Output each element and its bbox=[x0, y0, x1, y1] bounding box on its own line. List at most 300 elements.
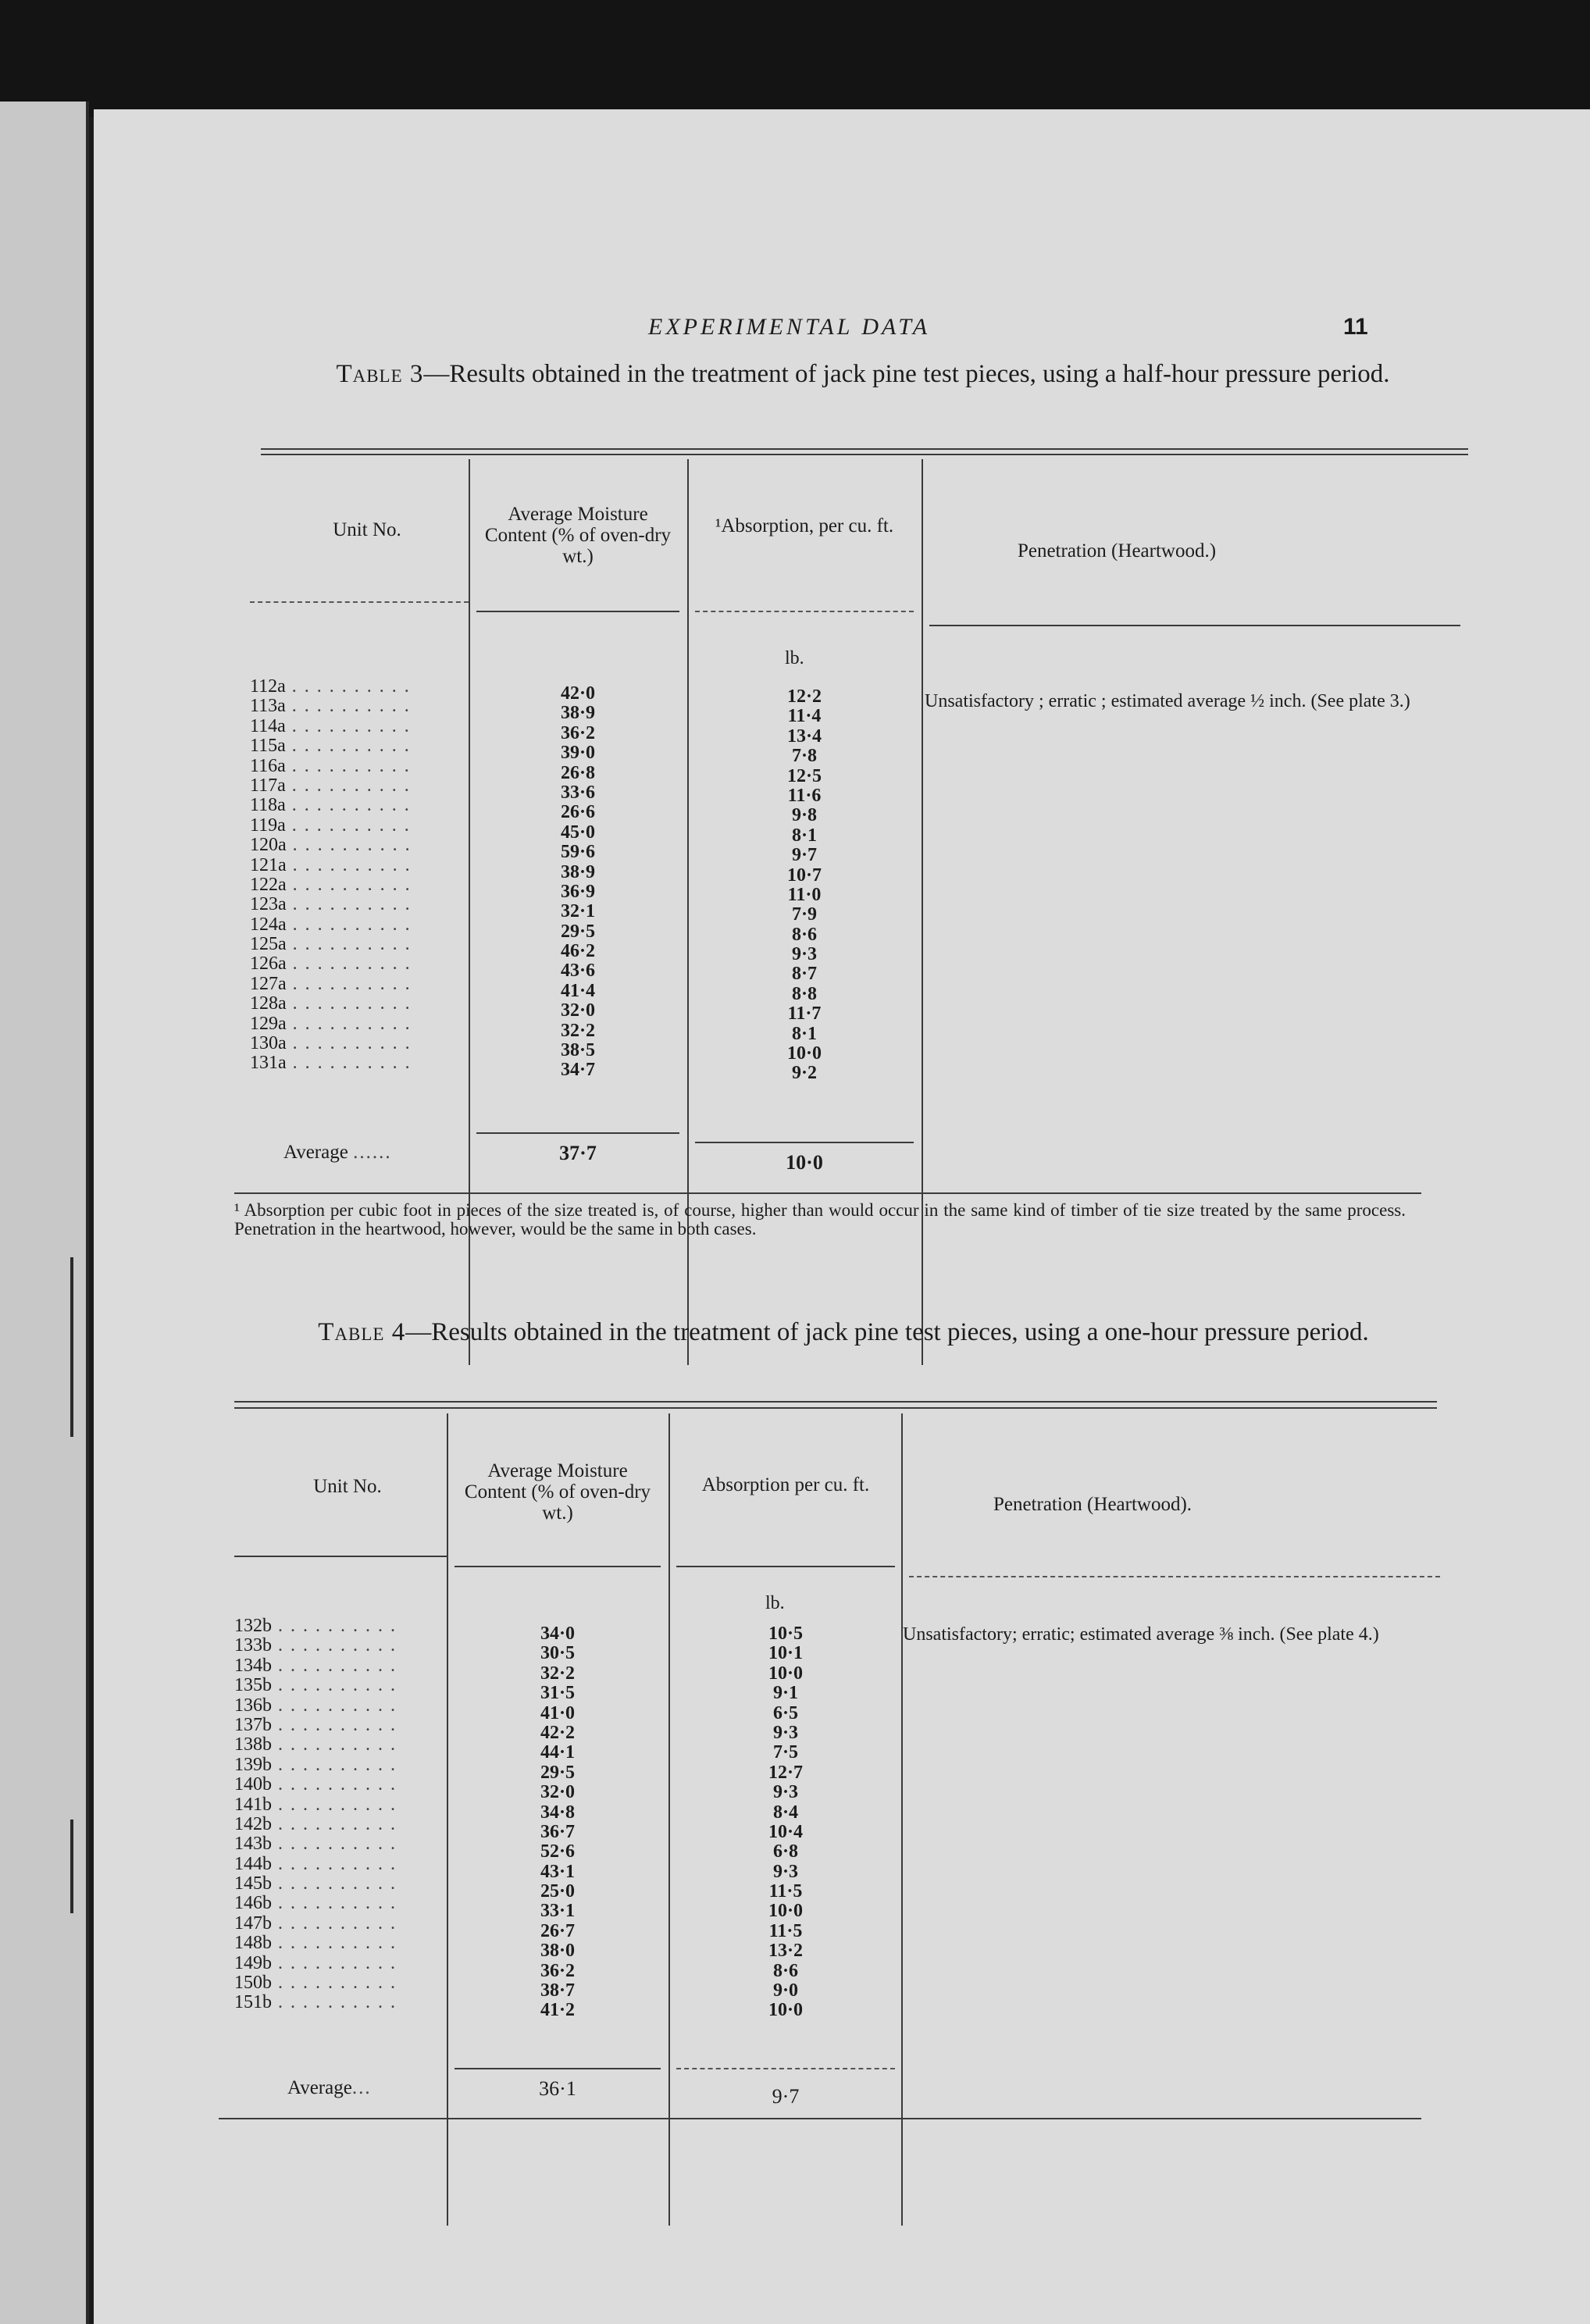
leader-dots: . . . . . . . . . . bbox=[285, 696, 411, 717]
table-row bbox=[695, 985, 914, 1004]
table-row bbox=[676, 1941, 895, 1961]
table3.units-cell: 114a bbox=[250, 715, 286, 736]
table4-absorption-unit: lb. bbox=[765, 1593, 785, 1613]
table-row bbox=[695, 826, 914, 846]
table4-absorption-list bbox=[676, 1624, 895, 2021]
table4-caption bbox=[234, 1316, 1453, 1349]
table-row bbox=[676, 1664, 895, 1684]
table-row bbox=[250, 796, 469, 815]
table3.moisture-cell: 38·5 bbox=[560, 1040, 595, 1061]
table3.moisture-cell: 26·6 bbox=[560, 802, 595, 823]
table-row bbox=[676, 1842, 895, 1862]
table-row bbox=[676, 1862, 895, 1882]
table-row bbox=[476, 1001, 679, 1021]
table3-header-unit: Unit No. bbox=[333, 519, 401, 540]
table3.units-cell: 121a bbox=[250, 854, 287, 875]
table-row bbox=[676, 1803, 895, 1823]
table3.absorption-cell: 12·2 bbox=[786, 686, 822, 707]
table3.moisture-cell: 41·4 bbox=[560, 980, 595, 1001]
table-row bbox=[250, 776, 469, 796]
table-row bbox=[695, 846, 914, 865]
table3.units-cell: 131a bbox=[250, 1053, 287, 1074]
table4.units-cell: 136b bbox=[234, 1695, 272, 1716]
table-row bbox=[455, 1664, 661, 1684]
table4.moisture-cell: 34·0 bbox=[540, 1624, 575, 1644]
table3.units-cell: 126a bbox=[250, 953, 287, 975]
table3-average-label-text: Average bbox=[283, 1142, 348, 1163]
table-row bbox=[476, 823, 679, 843]
leader-dots: . . . . . . . . . . bbox=[286, 1013, 412, 1034]
table-row bbox=[250, 1034, 469, 1053]
leader-dots: . . . . . . . . . . bbox=[272, 1873, 397, 1894]
table3-total-rule bbox=[476, 1132, 679, 1134]
facing-page-edge bbox=[0, 102, 89, 2324]
table4-col-divider bbox=[901, 1413, 903, 2226]
table-row bbox=[676, 1743, 895, 1763]
leader-dots: . . . . . . . . . . bbox=[272, 1655, 397, 1676]
table-row bbox=[476, 704, 679, 723]
table-row bbox=[676, 1783, 895, 1802]
table3.absorption-cell: 11·7 bbox=[787, 1003, 822, 1025]
table-row bbox=[234, 1874, 447, 1894]
table4.moisture-cell: 44·1 bbox=[540, 1742, 575, 1763]
table-row bbox=[455, 1644, 661, 1663]
table3.moisture-cell: 43·6 bbox=[560, 961, 595, 982]
table-row bbox=[455, 1624, 661, 1644]
table3.moisture-cell: 32·1 bbox=[560, 901, 595, 922]
table3.moisture-cell: 38·9 bbox=[560, 861, 595, 882]
table-row bbox=[455, 1704, 661, 1723]
table-row bbox=[695, 1025, 914, 1044]
table4.units-cell: 146b bbox=[234, 1893, 272, 1914]
table3.units-cell: 113a bbox=[250, 696, 286, 717]
table4-average-label-text: Average bbox=[287, 2077, 352, 2098]
table3.units-cell: 128a bbox=[250, 993, 287, 1014]
table3.units-cell: 130a bbox=[250, 1033, 287, 1054]
leader-dots: . . . . . . . . . . bbox=[272, 1616, 397, 1636]
leader-dots: . . . . . . . . . . bbox=[272, 1813, 397, 1834]
table3.units-cell: 115a bbox=[250, 736, 286, 757]
table4.units-cell: 144b bbox=[234, 1853, 272, 1874]
table-row bbox=[695, 925, 914, 945]
table-row bbox=[234, 1636, 447, 1656]
table-row bbox=[676, 1902, 895, 1921]
table3-top-rule-double bbox=[261, 454, 1468, 455]
table4-top-rule bbox=[234, 1401, 1437, 1403]
table3-caption-text: —Results obtained in the treatment of jack pine test pieces, using a half-hour pressure period. bbox=[423, 360, 1390, 388]
leader-dots: . . . . . . . . . . bbox=[285, 814, 411, 836]
table4.absorption-cell: 9·3 bbox=[772, 1782, 798, 1803]
table3.absorption-cell: 9·2 bbox=[791, 1063, 817, 1084]
table3.units-cell: 124a bbox=[250, 914, 287, 935]
table4.absorption-cell: 10·1 bbox=[768, 1643, 803, 1664]
table3.units-cell: 123a bbox=[250, 894, 287, 915]
page-header bbox=[94, 314, 1590, 345]
table-row bbox=[676, 1962, 895, 1981]
table-row bbox=[476, 783, 679, 803]
table-row bbox=[476, 961, 679, 981]
table-row bbox=[476, 843, 679, 862]
table3.moisture-cell: 46·2 bbox=[560, 941, 595, 962]
leader-dots: . . . . . . . . . . bbox=[272, 1912, 397, 1934]
table3-footnote: ¹ Absorption per cubic foot in pieces of the size treated is, of course, higher than would occur in the same kind of timber of tie size treated by the same process. Penetration in the heartwood, however, would be the same in both cases. bbox=[234, 1200, 1406, 1239]
table-row bbox=[455, 1723, 661, 1743]
table-row bbox=[455, 1842, 661, 1862]
table-row bbox=[476, 982, 679, 1001]
leader-dots: . . . . . . . . . . bbox=[272, 1734, 397, 1755]
table3.absorption-cell: 9·8 bbox=[791, 805, 817, 826]
table4.absorption-cell: 7·5 bbox=[772, 1742, 798, 1763]
leader-dots: . . . . . . . . . . bbox=[285, 715, 411, 736]
table4.moisture-cell: 36·7 bbox=[540, 1821, 575, 1842]
table4.units-cell: 137b bbox=[234, 1714, 272, 1735]
table4.moisture-cell: 38·0 bbox=[540, 1941, 575, 1962]
table4.moisture-cell: 32·0 bbox=[540, 1782, 575, 1803]
table4.moisture-cell: 25·0 bbox=[540, 1881, 575, 1902]
table-row bbox=[695, 707, 914, 726]
table4.moisture-cell: 33·1 bbox=[540, 1901, 575, 1922]
table-row bbox=[455, 1743, 661, 1763]
table-row bbox=[234, 1616, 447, 1636]
table3.units-cell: 120a bbox=[250, 835, 287, 856]
table4.units-cell: 133b bbox=[234, 1635, 272, 1656]
table-row bbox=[250, 935, 469, 954]
table-row bbox=[250, 954, 469, 974]
table-row bbox=[250, 875, 469, 895]
table3.absorption-cell: 11·6 bbox=[787, 785, 822, 806]
table3.units-cell: 127a bbox=[250, 973, 287, 994]
table-row bbox=[676, 1644, 895, 1663]
table3-header-rule bbox=[929, 625, 1460, 626]
table-row bbox=[234, 1954, 447, 1973]
table4.units-cell: 139b bbox=[234, 1754, 272, 1775]
table-row bbox=[250, 915, 469, 935]
table3.moisture-cell: 36·2 bbox=[560, 722, 595, 743]
table4-header-rule bbox=[676, 1566, 895, 1567]
table-row bbox=[455, 1783, 661, 1802]
table4.absorption-cell: 6·5 bbox=[772, 1702, 798, 1723]
table3.absorption-cell: 9·3 bbox=[791, 944, 817, 965]
table4-header-rule bbox=[234, 1556, 447, 1557]
table4.absorption-cell: 12·7 bbox=[768, 1762, 803, 1783]
table4.absorption-cell: 11·5 bbox=[768, 1920, 803, 1941]
table4.units-cell: 140b bbox=[234, 1774, 272, 1795]
table3.units-cell: 118a bbox=[250, 795, 286, 816]
table-row bbox=[250, 816, 469, 836]
table-row bbox=[476, 1060, 679, 1080]
table3.absorption-cell: 13·4 bbox=[786, 725, 822, 747]
table4.moisture-cell: 36·2 bbox=[540, 1960, 575, 1981]
table3.absorption-cell: 10·7 bbox=[786, 864, 822, 886]
table4.units-cell: 142b bbox=[234, 1813, 272, 1834]
table4.absorption-cell: 9·0 bbox=[772, 1980, 798, 2001]
leader-dots: . . . . . . . . . . bbox=[286, 953, 412, 975]
table-row bbox=[476, 882, 679, 902]
leader-dots: . . . . . . . . . . bbox=[272, 1695, 397, 1716]
leader-dots: . . . . . . . . . . bbox=[286, 854, 412, 875]
table-row bbox=[234, 1735, 447, 1755]
table3.absorption-cell: 8·1 bbox=[791, 825, 817, 846]
table4-average-absorption: 9·7 bbox=[772, 2085, 800, 2108]
table4.absorption-cell: 10·5 bbox=[768, 1624, 803, 1644]
table3.units-cell: 112a bbox=[250, 676, 286, 697]
leader-dots: . . . . . . . . . . bbox=[272, 1853, 397, 1874]
table-row bbox=[676, 1684, 895, 1703]
table-row bbox=[455, 1941, 661, 1961]
table4-caption-text: —Results obtained in the treatment of jack pine test pieces, using a one-hour pressure period. bbox=[405, 1318, 1369, 1346]
table4.absorption-cell: 10·0 bbox=[768, 1663, 803, 1684]
table4-header-penetration: Penetration (Heartwood). bbox=[993, 1494, 1192, 1515]
leader-dots: . . . . . . . . . . bbox=[272, 1893, 397, 1914]
table3-average-label: Average ...... bbox=[283, 1142, 392, 1163]
table4.moisture-cell: 30·5 bbox=[540, 1643, 575, 1664]
table3.units-cell: 116a bbox=[250, 755, 286, 776]
table3.moisture-cell: 42·0 bbox=[560, 683, 595, 704]
table3.moisture-cell: 39·0 bbox=[560, 743, 595, 764]
table-row bbox=[455, 1684, 661, 1703]
table4-header-moisture: Average Moisture Content (% of oven-dry wt.) bbox=[464, 1460, 651, 1524]
table3.absorption-cell: 7·9 bbox=[791, 904, 817, 925]
table4-caption-lead: Table 4 bbox=[318, 1318, 406, 1346]
leader-dots: . . . . . . . . . . bbox=[286, 1053, 412, 1074]
running-head: EXPERIMENTAL DATA bbox=[648, 314, 931, 340]
table4.moisture-cell: 41·2 bbox=[540, 2000, 575, 2021]
table-row bbox=[455, 1803, 661, 1823]
table-row bbox=[695, 964, 914, 984]
table3.absorption-cell: 7·8 bbox=[791, 746, 817, 767]
table3.moisture-cell: 33·6 bbox=[560, 782, 595, 803]
page-number: 11 bbox=[1343, 314, 1368, 340]
leader-dots: . . . . . . . . . . bbox=[286, 934, 412, 955]
table4-header-rule bbox=[909, 1576, 1440, 1577]
table3-unit-list bbox=[250, 677, 469, 1074]
table4.units-cell: 145b bbox=[234, 1873, 272, 1894]
leader-dots: . . . . . . . . . . bbox=[286, 973, 412, 994]
leader-dots: . . . . . . . . . . bbox=[272, 1635, 397, 1656]
table4.units-cell: 141b bbox=[234, 1794, 272, 1815]
table4.units-cell: 148b bbox=[234, 1933, 272, 1954]
table-row bbox=[250, 975, 469, 994]
scan-background-top bbox=[0, 0, 1590, 117]
table4.moisture-cell: 29·5 bbox=[540, 1762, 575, 1783]
table3.moisture-cell: 59·6 bbox=[560, 842, 595, 863]
table4-average-moisture: 36·1 bbox=[539, 2077, 576, 2100]
table-row bbox=[234, 1914, 447, 1934]
table3-absorption-list bbox=[695, 687, 914, 1084]
table4.units-cell: 134b bbox=[234, 1655, 272, 1676]
table4.units-cell: 143b bbox=[234, 1834, 272, 1855]
table-row bbox=[234, 1716, 447, 1735]
table4.moisture-cell: 38·7 bbox=[540, 1980, 575, 2001]
table3-header-rule bbox=[695, 611, 914, 612]
table-row bbox=[234, 1755, 447, 1775]
table4.moisture-cell: 43·1 bbox=[540, 1861, 575, 1882]
table4.absorption-cell: 9·1 bbox=[772, 1683, 798, 1704]
table3.moisture-cell: 29·5 bbox=[560, 921, 595, 942]
table-row bbox=[455, 1823, 661, 1842]
table3.units-cell: 129a bbox=[250, 1013, 287, 1034]
table4.units-cell: 132b bbox=[234, 1616, 272, 1636]
table-row bbox=[234, 1696, 447, 1716]
table-row bbox=[234, 1855, 447, 1874]
table3.moisture-cell: 26·8 bbox=[560, 762, 595, 783]
leader-dots: . . . . . . . . . . bbox=[286, 914, 412, 935]
leader-dots: . . . . . . . . . . bbox=[272, 1992, 397, 2013]
table-row bbox=[676, 2001, 895, 2020]
table3.absorption-cell: 9·7 bbox=[791, 845, 817, 866]
table-row bbox=[676, 1624, 895, 1644]
table3.absorption-cell: 8·8 bbox=[791, 983, 817, 1004]
table-row bbox=[695, 1064, 914, 1083]
table3-header-rule bbox=[250, 601, 469, 603]
table4.absorption-cell: 10·4 bbox=[768, 1821, 803, 1842]
table3-header-rule bbox=[476, 611, 679, 612]
table-row bbox=[695, 866, 914, 886]
table3-top-rule bbox=[261, 448, 1468, 450]
table-row bbox=[676, 1763, 895, 1783]
leader-dots: . . . . . . . . . . bbox=[286, 835, 412, 856]
leader-dots: . . . . . . . . . . bbox=[272, 1754, 397, 1775]
table3-caption-lead: Table 3 bbox=[336, 360, 424, 388]
table-row bbox=[676, 1922, 895, 1941]
table4-header-unit: Unit No. bbox=[313, 1476, 382, 1497]
table-row bbox=[476, 724, 679, 743]
table-row bbox=[695, 747, 914, 766]
table3-average-moisture: 37·7 bbox=[559, 1142, 597, 1164]
table4.absorption-cell: 8·4 bbox=[772, 1802, 798, 1823]
table4.units-cell: 147b bbox=[234, 1912, 272, 1934]
table-row bbox=[250, 1053, 469, 1073]
table-row bbox=[250, 717, 469, 736]
table-row bbox=[455, 1763, 661, 1783]
table-row bbox=[676, 1723, 895, 1743]
table3.units-cell: 119a bbox=[250, 814, 286, 836]
table4.moisture-cell: 52·6 bbox=[540, 1841, 575, 1862]
table4-moisture-list bbox=[455, 1624, 661, 2021]
table-row bbox=[250, 836, 469, 855]
leader-dots: . . . . . . . . . . bbox=[285, 736, 411, 757]
table-row bbox=[676, 1704, 895, 1723]
table-row bbox=[695, 945, 914, 964]
table-row bbox=[455, 1922, 661, 1941]
table3.units-cell: 117a bbox=[250, 775, 286, 796]
table-row bbox=[250, 677, 469, 697]
table3.moisture-cell: 34·7 bbox=[560, 1060, 595, 1081]
leader-dots: . . . . . . . . . . bbox=[285, 795, 411, 816]
table-row bbox=[234, 1993, 447, 2012]
table4.absorption-cell: 9·3 bbox=[772, 1722, 798, 1743]
table-row bbox=[695, 727, 914, 747]
table-row bbox=[695, 687, 914, 707]
table3-average-absorption: 10·0 bbox=[786, 1151, 823, 1174]
table-row bbox=[476, 684, 679, 704]
table3.absorption-cell: 11·0 bbox=[787, 884, 822, 905]
table-row bbox=[476, 803, 679, 822]
table-row bbox=[234, 1934, 447, 1953]
table3-header-penetration: Penetration (Heartwood.) bbox=[1017, 540, 1217, 561]
table-row bbox=[676, 1981, 895, 2001]
table-row bbox=[695, 1004, 914, 1024]
table3.moisture-cell: 36·9 bbox=[560, 881, 595, 902]
table3.absorption-cell: 12·5 bbox=[786, 765, 822, 786]
table4-bottom-rule bbox=[219, 2118, 1421, 2119]
table4.absorption-cell: 10·0 bbox=[768, 2000, 803, 2021]
table4.units-cell: 149b bbox=[234, 1952, 272, 1973]
leader-dots: . . . . . . . . . . bbox=[272, 1973, 397, 1994]
table4.moisture-cell: 32·2 bbox=[540, 1663, 575, 1684]
table-row bbox=[234, 1834, 447, 1854]
table4-average-label: Average... bbox=[287, 2077, 372, 2098]
table-row bbox=[234, 1973, 447, 1993]
leader-dots: . . . . . . . . . . bbox=[286, 894, 412, 915]
table4.units-cell: 138b bbox=[234, 1734, 272, 1755]
table-row bbox=[476, 1041, 679, 1060]
table-row bbox=[455, 2001, 661, 2020]
table4.absorption-cell: 13·2 bbox=[768, 1941, 803, 1962]
table-row bbox=[455, 1981, 661, 2001]
table3-header-absorption: ¹Absorption, per cu. ft. bbox=[715, 515, 894, 536]
table3.absorption-cell: 8·6 bbox=[791, 924, 817, 945]
table-row bbox=[234, 1656, 447, 1676]
table4-penetration-note: Unsatisfactory; erratic; estimated average ⅜ inch. (See plate 4.) bbox=[903, 1624, 1379, 1645]
table4.units-cell: 151b bbox=[234, 1992, 272, 2013]
table4-unit-list bbox=[234, 1616, 447, 2013]
leader-dots: . . . . . . . . . . bbox=[286, 1033, 412, 1054]
table-row bbox=[250, 757, 469, 776]
table3.units-cell: 122a bbox=[250, 874, 287, 895]
table-row bbox=[250, 895, 469, 914]
leader-dots: . . . . . . . . . . bbox=[272, 1714, 397, 1735]
table-row bbox=[695, 786, 914, 806]
table-row bbox=[250, 697, 469, 716]
table4-top-rule-double bbox=[234, 1407, 1437, 1409]
table3-bottom-rule bbox=[234, 1192, 1421, 1194]
table-row bbox=[234, 1894, 447, 1913]
table-row bbox=[695, 767, 914, 786]
table-row bbox=[455, 1902, 661, 1921]
leader-dots: . . . . . . . . . . bbox=[272, 1794, 397, 1815]
table-row bbox=[476, 1021, 679, 1041]
book-page bbox=[94, 109, 1590, 2324]
table4-header-rule bbox=[455, 1566, 661, 1567]
table-row bbox=[695, 886, 914, 905]
table3.absorption-cell: 8·1 bbox=[791, 1023, 817, 1044]
table4-col-divider bbox=[447, 1413, 448, 2226]
table4.absorption-cell: 10·0 bbox=[768, 1901, 803, 1922]
table-row bbox=[676, 1882, 895, 1902]
table3-total-rule bbox=[695, 1142, 914, 1143]
table3.absorption-cell: 11·4 bbox=[787, 706, 822, 727]
table4.moisture-cell: 26·7 bbox=[540, 1920, 575, 1941]
table4.units-cell: 135b bbox=[234, 1675, 272, 1696]
table4-total-rule bbox=[455, 2068, 661, 2069]
table4-total-rule bbox=[676, 2068, 895, 2069]
table-row bbox=[250, 1014, 469, 1034]
table3.moisture-cell: 32·2 bbox=[560, 1020, 595, 1041]
table-row bbox=[476, 942, 679, 961]
table3-caption bbox=[258, 358, 1468, 390]
facing-page-mark bbox=[70, 1257, 73, 1437]
table-row bbox=[455, 1882, 661, 1902]
table-row bbox=[695, 806, 914, 825]
table3.absorption-cell: 8·7 bbox=[791, 964, 817, 985]
leader-dots: . . . . . . . . . . bbox=[285, 676, 411, 697]
table-row bbox=[234, 1676, 447, 1695]
table3-absorption-unit: lb. bbox=[785, 648, 804, 668]
leader-dots: . . . . . . . . . . bbox=[285, 755, 411, 776]
table3-penetration-note: Unsatisfactory ; erratic ; estimated average ½ inch. (See plate 3.) bbox=[925, 691, 1410, 711]
leader-dots: . . . . . . . . . . bbox=[272, 1774, 397, 1795]
